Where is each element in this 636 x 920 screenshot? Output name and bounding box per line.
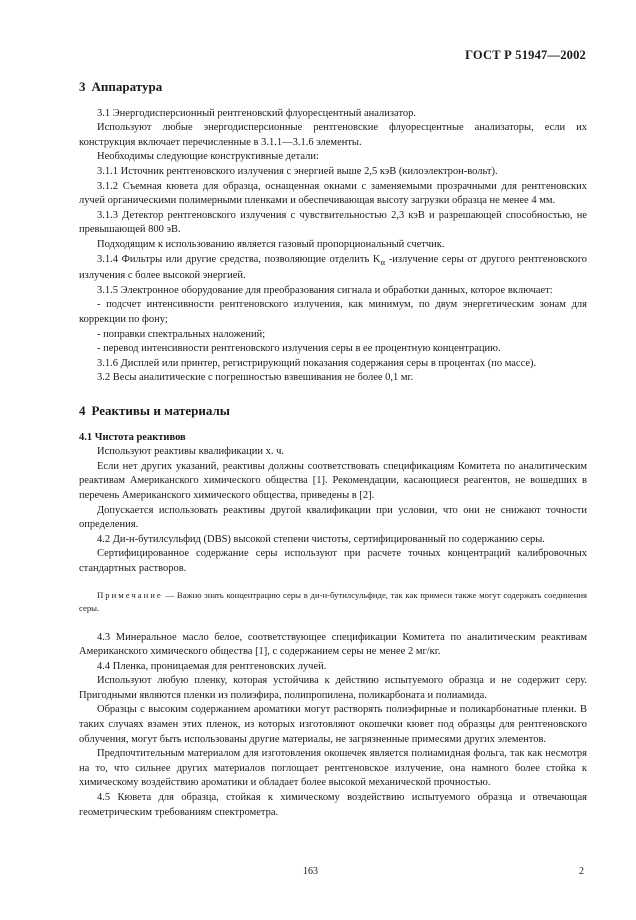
paragraph-4-1-c: Допускается использовать реактивы другой квалификации при условии, что они не снижают точности определения. xyxy=(79,504,587,531)
list-item: - поправки спектральных наложений; xyxy=(97,328,266,340)
paragraph-4-1-b: Если нет других указаний, реактивы должны соответствовать спецификациям Комитета по аналитическим реактивам Американского химического общества [1]. Рекомендации, касающиеся реагентов, не вошедших в перечень Американского химического общества, приведены в [2]. xyxy=(79,460,587,501)
paragraph-3-1: 3.1 Энергодисперсионный рентгеновский флуоресцентный анализатор. xyxy=(97,107,417,119)
section-3-number: 3 xyxy=(79,79,86,94)
section-3-title: Аппаратура xyxy=(91,79,163,94)
paragraph-4-4-b: Используют любую пленку, которая устойчива к действию испытуемого образца и не содержит серу. Пригодными являются пленки из полиэфира, полипропилена, поликарбоната и полиамида. xyxy=(79,675,587,701)
paragraph-4-5: 4.5 Кювета для образца, стойкая к химическому воздействию испытуемого образца и отвечающая геометрическим требованиям спектрометра. xyxy=(79,792,587,818)
paragraph-3-1-4 xyxy=(79,253,587,284)
paragraph-4-3: 4.3 Минеральное масло белое, соответствующее спецификации Комитета по аналитическим реактивам Американского химического общества [1], с содержанием серы не менее 2 мг/кг. xyxy=(79,631,587,658)
section-4-number: 4 xyxy=(79,402,86,418)
list-item: - подсчет интенсивности рентгеновского излучения, как минимум, по двум энергетическим зонам для коррекции по фону; xyxy=(79,299,587,325)
paragraph-3-1-1: 3.1.1 Источник рентгеновского излучения с энергией выше 2,5 кэВ (килоэлектрон-вольт). xyxy=(97,165,498,177)
subsection-4-1-heading: 4.1 Чистота реактивов xyxy=(79,431,186,443)
section-4-heading xyxy=(79,404,587,419)
note xyxy=(79,589,587,615)
paragraph-4-2: 4.2 Ди-н-бутилсульфид (DBS) высокой степени чистоты, сертифицированный по содержанию серы. xyxy=(97,533,545,545)
paragraph-4-4: 4.4 Пленка, проницаемая для рентгеновских лучей. xyxy=(97,660,327,672)
note-label: Примечание xyxy=(97,589,163,600)
page-number-right: 2 xyxy=(579,866,584,877)
paragraph-3-1-6: 3.1.6 Дисплей или принтер, регистрирующий показания содержания серы в процентах (по массе). xyxy=(97,357,537,369)
paragraph-3-1-3-b: Подходящим к использованию является газовый пропорциональный счетчик. xyxy=(97,238,445,250)
paragraph-3-1-b: Используют любые энергодисперсионные рентгеновские флуоресцентные анализаторы, если их конструкция включает перечисленные в 3.1.1—3.1.6 элементы. xyxy=(79,122,587,148)
page-number-center: 163 xyxy=(303,866,318,877)
paragraph-4-4-d: Предпочтительным материалом для изготовления окошечек является полиамидная фольга, так как несмотря на то, что сильнее других материалов поглощает рентгеновское излучение, она намного более стойка к химическому воздействию ароматики и обладает более высокой механической прочностью. xyxy=(79,748,587,789)
document-body xyxy=(79,80,587,820)
k-alpha-subscript: α xyxy=(380,256,386,267)
standard-header: ГОСТ Р 51947—2002 xyxy=(465,48,586,62)
paragraph-4-1-a: Используют реактивы квалификации х. ч. xyxy=(97,446,285,458)
note-text: — Важно знать концентрацию серы в ди-н-бутилсульфиде, так как примеси также могут содержать соединения серы. xyxy=(79,589,587,613)
section-4-title: Реактивы и материалы xyxy=(91,402,230,418)
paragraph-3-1-4-part-b: -излучение серы от другого рентгеновского излучения с более высокой энергией. xyxy=(79,253,588,282)
paragraph-4-4-c: Образцы с высоким содержанием ароматики могут растворять полиэфирные и поликарбонатные пленки. В таких случаях взамен этих пленок, из которых изготовляют окошечки кювет под образцы для рентгеновского облучения, могут быть использованы другие материалы, не загрязненные примесями других элементов. xyxy=(79,704,587,745)
paragraph-3-1-3: 3.1.3 Детектор рентгеновского излучения с чувствительностью 2,3 кэВ и разрешающей способностью, не превышающей 800 эВ. xyxy=(79,209,587,236)
paragraph-3-1-2: 3.1.2 Съемная кювета для образца, оснащенная окнами с заменяемыми прозрачными для рентгеновских лучей органическими полимерными пленками и обеспечивающая высоту загрузки образца не менее 4 мм. xyxy=(79,180,587,207)
paragraph-3-1-5: 3.1.5 Электронное оборудование для преобразования сигнала и обработки данных, которое включает: xyxy=(97,284,553,296)
section-3-heading xyxy=(79,80,587,95)
list-item: - перевод интенсивности рентгеновского излучения серы в ее процентную концентрацию. xyxy=(97,343,501,355)
paragraph-3-1-4-part-a: 3.1.4 Фильтры или другие средства, позволяющие отделить K xyxy=(97,253,381,265)
paragraph-3-2: 3.2 Весы аналитические с погрешностью взвешивания не более 0,1 мг. xyxy=(97,372,414,384)
paragraph-4-2-b: Сертифицированное содержание серы используют при расчете точных концентраций калибровочных стандартных растворов. xyxy=(79,548,587,574)
paragraph-3-1-c: Необходимы следующие конструктивные детали: xyxy=(97,151,319,163)
